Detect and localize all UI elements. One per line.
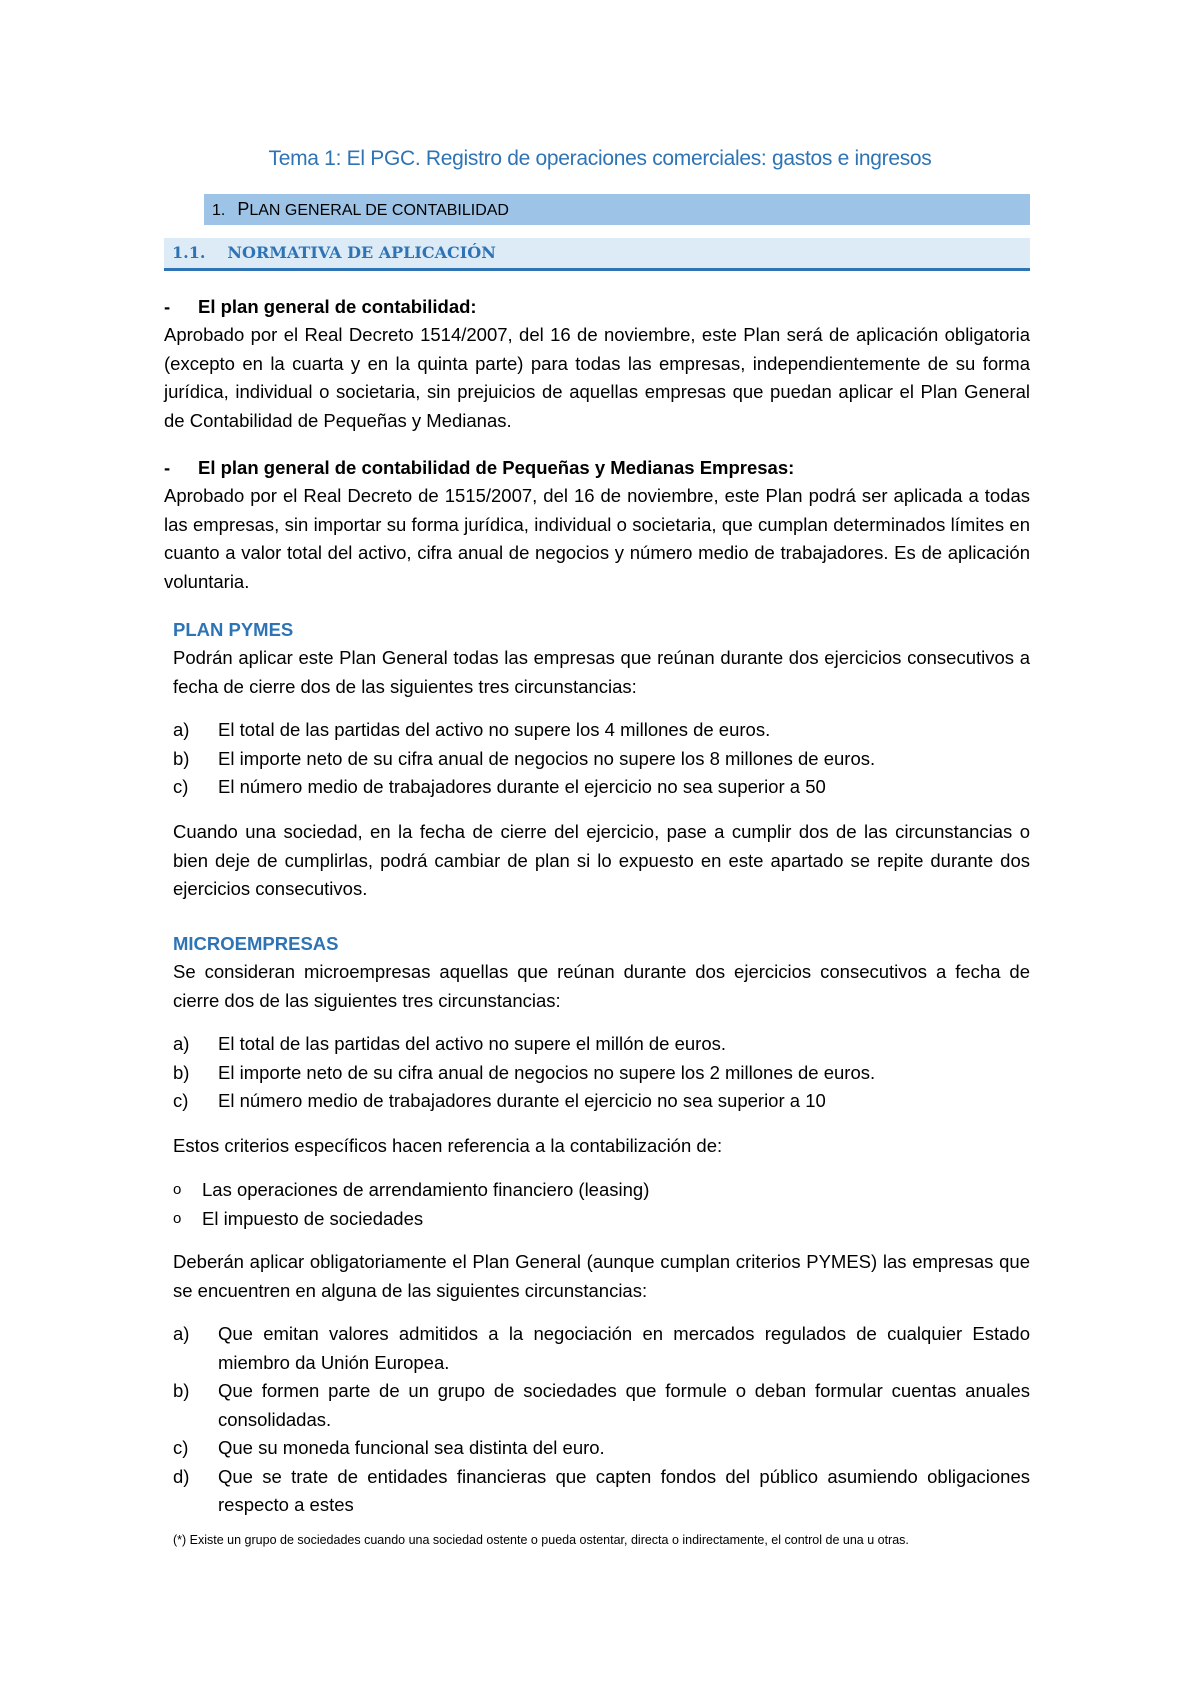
- section-heading-1: [204, 194, 1030, 225]
- pgc-paragraph: Aprobado por el Real Decreto 1514/2007, del 16 de noviembre, este Plan será de aplicación obligatoria (excepto en la cuarta y en la quinta parte) para todas las empresas, independientemente de su forma jurídica, individual o societaria, sin prejuicios de aquellas empresas que puedan aplicar el Plan General de Contabilidad de Pequeñas y Medianas.: [164, 324, 1030, 431]
- list-marker: a): [173, 1323, 190, 1344]
- pymes-plan-heading-text: El plan general de contabilidad de Pequeñas y Medianas Empresas:: [198, 457, 795, 478]
- subsection-heading-1-1: [164, 238, 1030, 271]
- circle-bullet: o: [173, 1209, 182, 1227]
- microempresas-conditions-list: [173, 1030, 1030, 1116]
- list-item-text: El número medio de trabajadores durante el ejercicio no sea superior a 10: [218, 1090, 826, 1111]
- list-item: [173, 773, 1030, 802]
- mandatory-intro: Deberán aplicar obligatoriamente el Plan General (aunque cumplan criterios PYMES) las empresas que se encuentren en alguna de las siguientes circunstancias:: [173, 1251, 1030, 1301]
- plan-pymes-heading: PLAN PYMES: [173, 619, 294, 640]
- subsection-number: 1.1.: [172, 243, 206, 262]
- list-item-text: Las operaciones de arrendamiento financiero (leasing): [202, 1179, 650, 1200]
- list-marker: a): [173, 1033, 190, 1054]
- microempresas-intro: Se consideran microempresas aquellas que reúnan durante dos ejercicios consecutivos a fecha de cierre dos de las siguientes tres circunstancias:: [173, 961, 1030, 1011]
- footnote: (*) Existe un grupo de sociedades cuando una sociedad ostente o pueda ostentar, directa o indirectamente, el control de una u otras.: [173, 1533, 909, 1547]
- pymes-plan-heading: [164, 454, 1030, 483]
- document-title: Tema 1: El PGC. Registro de operaciones comerciales: gastos e ingresos: [268, 147, 932, 170]
- list-item-text: Que se trate de entidades financieras que capten fondos del público asumiendo obligaciones respecto a estes: [218, 1465, 1030, 1515]
- plan-pymes-intro: Podrán aplicar este Plan General todas las empresas que reúnan durante dos ejercicios consecutivos a fecha de cierre dos de las siguientes tres circunstancias:: [173, 647, 1030, 697]
- list-item: [173, 1176, 1030, 1205]
- list-item-text: Que emitan valores admitidos a la negociación en mercados regulados de cualquier Estado miembro da Unión Europea.: [218, 1323, 1030, 1373]
- pgc-heading-text: El plan general de contabilidad:: [198, 296, 477, 317]
- list-item-text: El total de las partidas del activo no supere el millón de euros.: [218, 1033, 727, 1054]
- dash-bullet: -: [164, 296, 171, 317]
- pgc-heading: [164, 293, 1030, 322]
- microempresas-heading: MICROEMPRESAS: [173, 933, 339, 954]
- section-heading-initial: P: [237, 199, 250, 219]
- list-marker: c): [173, 1090, 189, 1111]
- circle-bullet: o: [173, 1181, 182, 1198]
- list-item-text: El total de las partidas del activo no supere los 4 millones de euros.: [218, 719, 771, 740]
- list-item: [173, 716, 1030, 745]
- list-marker: b): [173, 1380, 190, 1401]
- plan-pymes-conditions-list: [173, 716, 1030, 802]
- list-marker: c): [173, 776, 189, 797]
- list-item: [173, 1377, 1030, 1434]
- dash-bullet: -: [164, 457, 171, 478]
- section-heading-text: LAN GENERAL DE CONTABILIDAD: [249, 202, 509, 219]
- list-item: [173, 745, 1030, 774]
- mandatory-conditions-list: [173, 1320, 1030, 1520]
- list-item-text: El número medio de trabajadores durante el ejercicio no sea superior a 50: [218, 776, 826, 797]
- list-item: [173, 1059, 1030, 1088]
- list-item-text: El importe neto de su cifra anual de negocios no supere los 8 millones de euros.: [218, 747, 876, 769]
- list-item: [173, 1434, 1030, 1463]
- list-marker: b): [173, 747, 190, 769]
- list-item: [173, 1030, 1030, 1059]
- list-item: [173, 1205, 1030, 1234]
- criteria-list: [173, 1176, 1030, 1233]
- list-marker: b): [173, 1061, 190, 1083]
- list-item: [173, 1320, 1030, 1377]
- list-item-text: El impuesto de sociedades: [202, 1207, 424, 1229]
- list-item-text: El importe neto de su cifra anual de negocios no supere los 2 millones de euros.: [218, 1061, 876, 1083]
- criteria-intro: Estos criterios específicos hacen referencia a la contabilización de:: [173, 1135, 723, 1156]
- list-item: [173, 1463, 1030, 1520]
- list-marker: a): [173, 719, 190, 740]
- list-item-text: Que formen parte de un grupo de sociedades que formule o deban formular cuentas anuales consolidadas.: [218, 1380, 1030, 1430]
- list-item: [173, 1087, 1030, 1116]
- section-number: 1.: [212, 202, 226, 219]
- list-item-text: Que su moneda funcional sea distinta del euro.: [218, 1437, 605, 1458]
- pymes-plan-paragraph: Aprobado por el Real Decreto de 1515/2007, del 16 de noviembre, este Plan podrá ser aplicada a todas las empresas, sin importar su forma jurídica, individual o societaria, que cumplan determinados límites en cuanto a valor total del activo, cifra anual de negocios y número medio de trabajadores. Es de aplicación voluntaria.: [164, 485, 1030, 592]
- plan-pymes-note: Cuando una sociedad, en la fecha de cierre del ejercicio, pase a cumplir dos de las circunstancias o bien deje de cumplirlas, podrá cambiar de plan si lo expuesto en este apartado se repite durante dos ejercicios consecutivos.: [173, 821, 1030, 899]
- list-marker: c): [173, 1437, 189, 1458]
- subsection-heading-text: NORMATIVA DE APLICACIÓN: [227, 243, 496, 262]
- list-marker: d): [173, 1465, 190, 1487]
